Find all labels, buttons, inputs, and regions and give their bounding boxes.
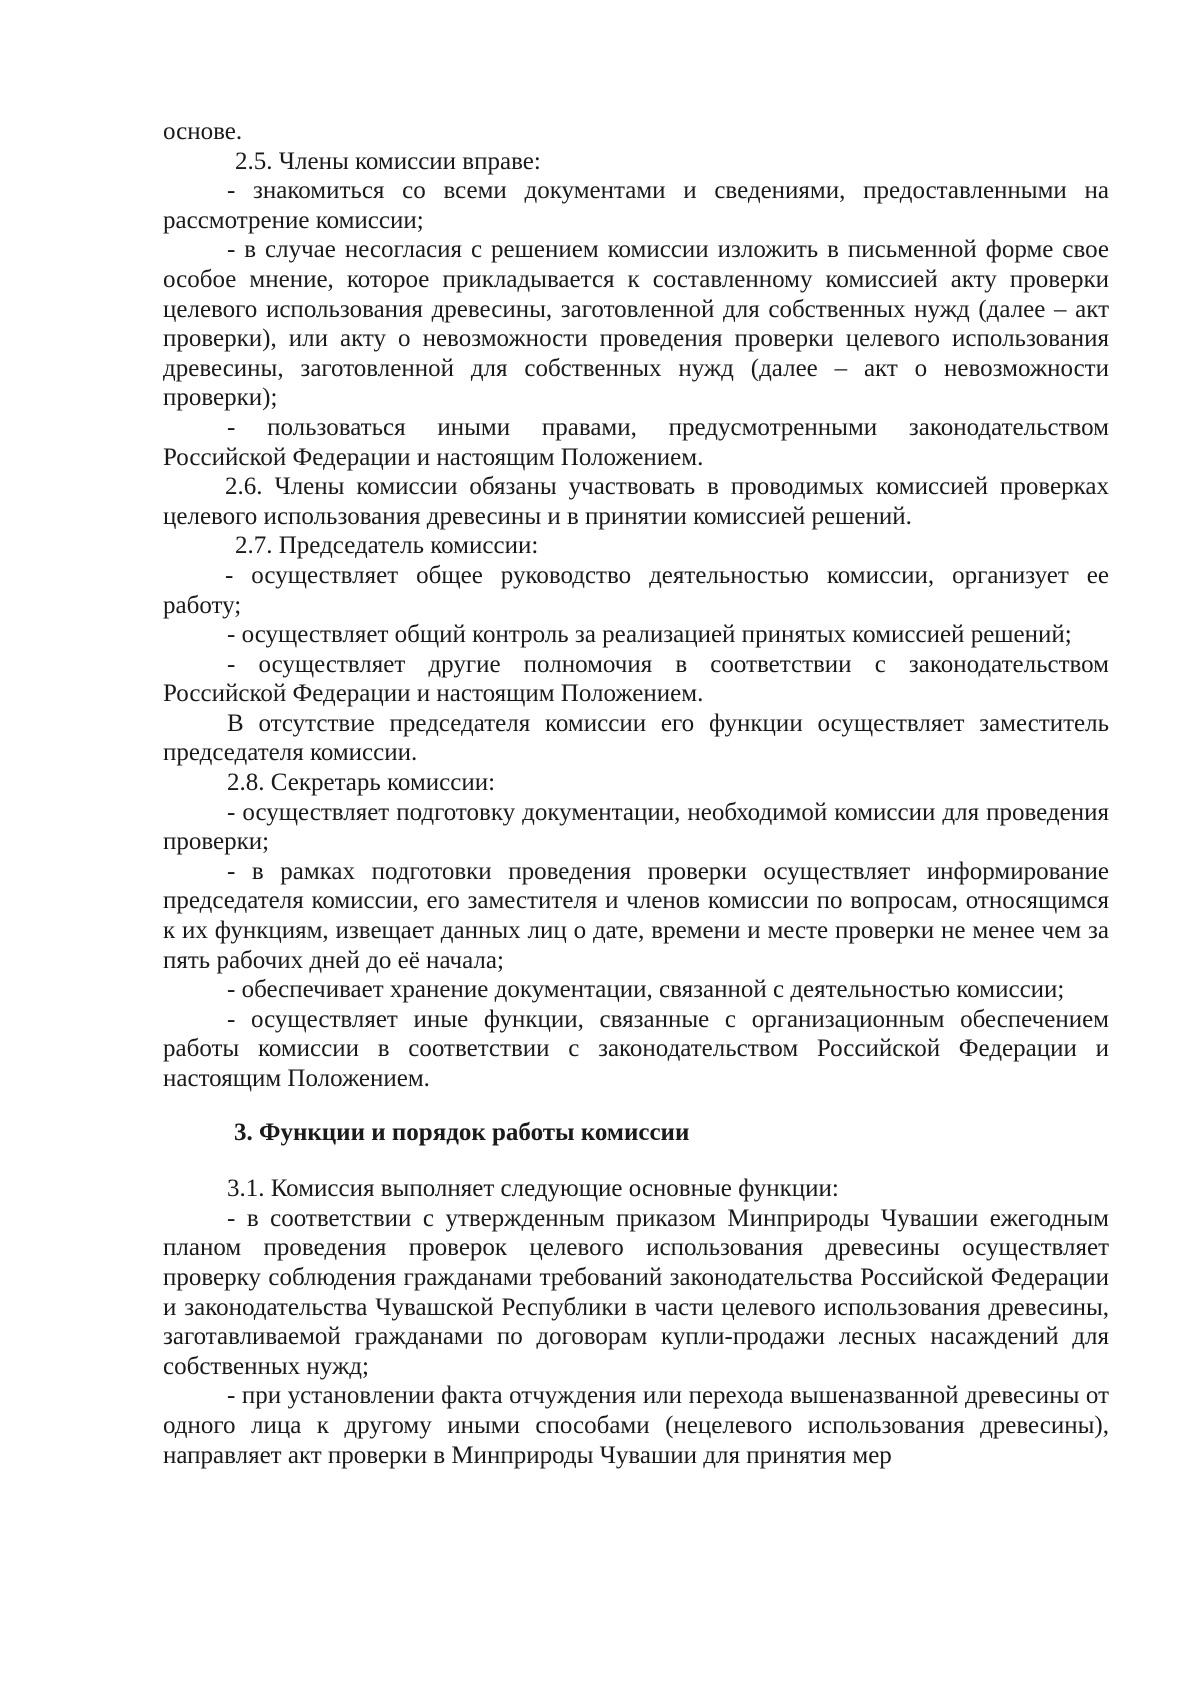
paragraph-2-5-item-2: - в случае несогласия с решением комиссии изложить в письменной форме свое особое мнение, которое прикладывается к составленному комиссией акту проверки целевого использования древесины, заготовленной для собственных нужд (далее – акт проверки), или акту о невозможности проведения проверки целевого использования древесины, заготовленной для собственных нужд (далее – акт о невозможности проверки); [163,236,1109,412]
paragraph-2-5: 2.5. Члены комиссии вправе: [235,147,541,175]
section-heading: 3. Функции и порядок работы комиссии [234,1118,690,1146]
paragraph-2-7-note: В отсутствие председателя комиссии его функции осуществляет заместитель председателя комиссии. [163,709,1109,767]
paragraph-3-1: 3.1. Комиссия выполняет следующие основные функции: [227,1175,839,1203]
paragraph-2-8-item-4: - осуществляет иные функции, связанные с организационным обеспечением работы комиссии в соответствии с законодательством Российской Федерации и настоящим Положением. [163,1005,1109,1092]
paragraph-2-8: 2.8. Секретарь комиссии: [227,769,496,797]
paragraph-2-8-item-2: - в рамках подготовки проведения проверки осуществляет информирование председателя комиссии, его заместителя и членов комиссии по вопросам, относящимся к их функциям, извещает данных лиц о дате, времени и месте проверки не менее чем за пять рабочих дней до её начала; [163,857,1109,974]
paragraph-2-6: 2.6. Члены комиссии обязаны участвовать в проводимых комиссией проверках целевого использования древесины и в принятии комиссией решений. [163,473,1109,530]
paragraph-3-1-item-1: - в соответствии с утвержденным приказом Минприроды Чувашии ежегодным планом проведения проверок целевого использования древесины осуществляет проверку соблюдения гражданами требований законодательства Российской Федерации и законодательства Чувашской Республики в части целевого использования древесины, заготавливаемой гражданами по договорам купли-продажи лесных насаждений для собственных нужд; [163,1204,1109,1380]
paragraph-2-5-item-1: - знакомиться со всеми документами и сведениями, предоставленными на рассмотрение комиссии; [163,177,1109,234]
paragraph-continuation: основе. [163,118,243,145]
paragraph-2-7-item-2: - осуществляет общий контроль за реализацией принятых комиссией решений; [227,621,1072,649]
paragraph-2-8-item-3: - обеспечивает хранение документации, связанной с деятельностью комиссии; [227,976,1065,1004]
paragraph-3-1-item-2: - при установлении факта отчуждения или перехода вышеназванной древесины от одного лица к другому иными способами (нецелевого использования древесины), направляет акт проверки в Минприроды Чувашии для принятия мер [163,1382,1109,1469]
paragraph-2-7: 2.7. Председатель комиссии: [235,532,539,560]
paragraph-2-7-item-3: - осуществляет другие полномочия в соответствии с законодательством Российской Федерации и настоящим Положением. [163,650,1109,708]
document-page [163,117,1109,1470]
paragraph-2-7-item-1: - осуществляет общее руководство деятельностью комиссии, организует ее работу; [163,561,1109,619]
paragraph-2-8-item-1: - осуществляет подготовку документации, необходимой комиссии для проведения проверки; [163,798,1109,856]
paragraph-2-5-item-3: - пользоваться иными правами, предусмотренными законодательством Российской Федерации и настоящим Положением. [163,413,1109,471]
